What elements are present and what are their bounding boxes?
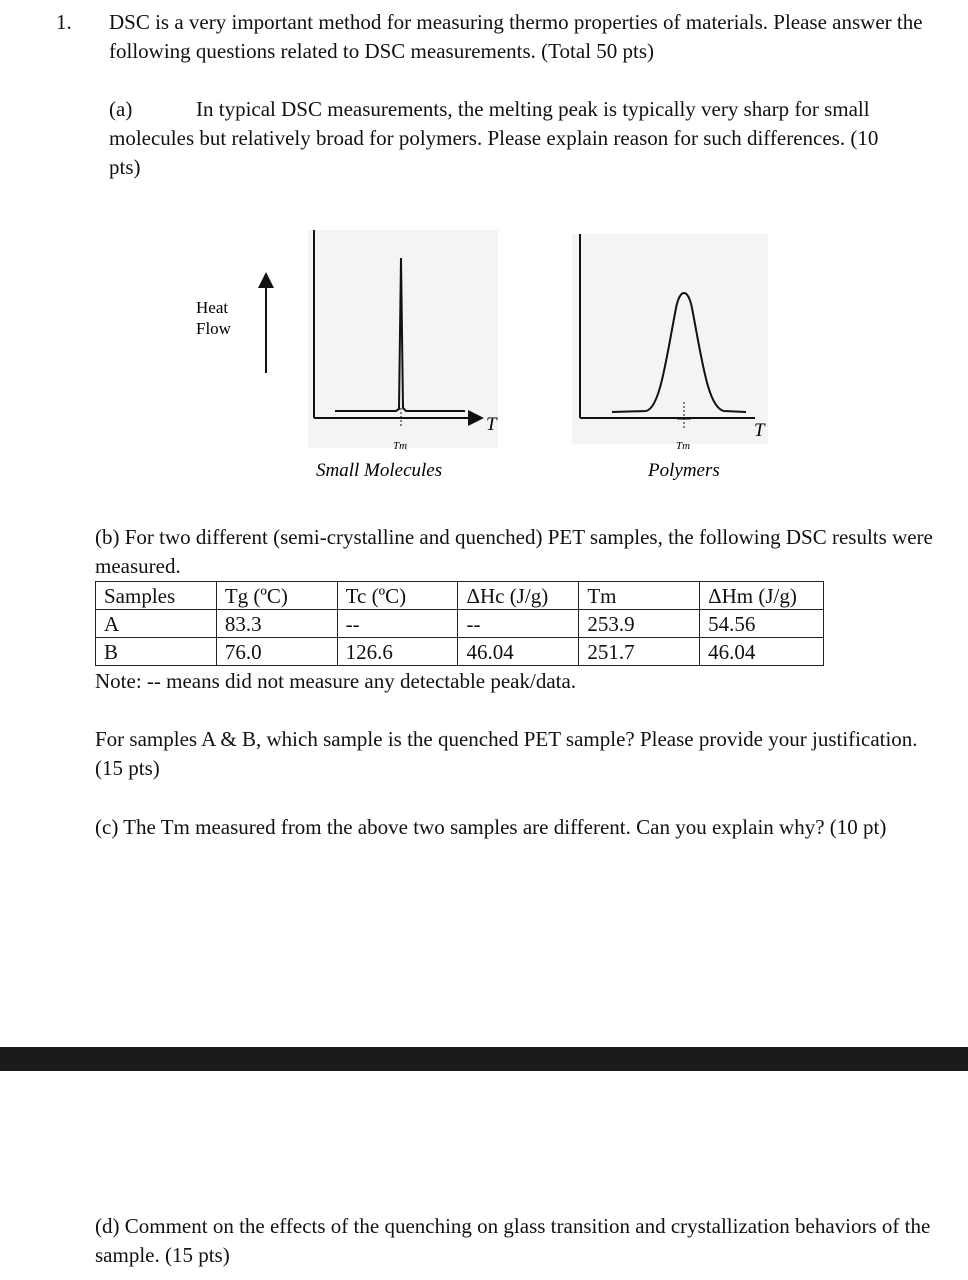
table-cell: 83.3 (216, 610, 337, 638)
heat-flow-label-line1: Heat (196, 298, 229, 317)
heat-flow-label-line2: Flow (196, 319, 231, 338)
part-a (109, 95, 909, 182)
table-row (96, 638, 824, 666)
table-cell: B (96, 638, 217, 666)
table-cell: 46.04 (700, 638, 824, 666)
table-cell: 126.6 (337, 638, 458, 666)
poly-tm-label: Tm (676, 440, 691, 452)
table-cell: 253.9 (579, 610, 700, 638)
table-header: Tm (579, 582, 700, 610)
table-header: ΔHc (J/g) (458, 582, 579, 610)
small-t-axis-label: T (486, 414, 497, 435)
polymers-caption: Polymers (648, 460, 720, 481)
table-header: Tg (ºC) (216, 582, 337, 610)
table-header: Tc (ºC) (337, 582, 458, 610)
dsc-figure (180, 222, 780, 497)
table-cell: 46.04 (458, 638, 579, 666)
table-cell: 251.7 (579, 638, 700, 666)
part-a-text: In typical DSC measurements, the melting peak is typically very sharp for small molecules but relatively broad for polymers. Please explain reason for such differences. (10 pts) (109, 97, 879, 179)
part-c: (c) The Tm measured from the above two samples are different. Can you explain why? (10 pt) (95, 815, 887, 839)
poly-t-axis-label: T (754, 420, 765, 441)
part-a-label: (a) (109, 97, 133, 121)
dsc-curves-figure (180, 222, 780, 492)
table-cell: -- (458, 610, 579, 638)
page-divider-bar (0, 1047, 968, 1071)
question-number: 1. (56, 10, 72, 34)
table-row (96, 610, 824, 638)
part-b-question: For samples A & B, which sample is the quenched PET sample? Please provide your justification. (15 pts) (95, 727, 918, 780)
table-cell: 76.0 (216, 638, 337, 666)
question-intro: DSC is a very important method for measuring thermo properties of materials. Please answer the following questions related to DSC measurements. (Total 50 pts) (109, 10, 923, 63)
table-header: ΔHm (J/g) (700, 582, 824, 610)
table-cell: A (96, 610, 217, 638)
table-cell: -- (337, 610, 458, 638)
table-header-row (96, 582, 824, 610)
part-d: (d) Comment on the effects of the quenching on glass transition and crystallization behaviors of the sample. (15 pts) (95, 1214, 931, 1267)
part-b-intro: (b) For two different (semi-crystalline and quenched) PET samples, the following DSC results were measured. (95, 525, 933, 578)
table-note: Note: -- means did not measure any detectable peak/data. (95, 669, 577, 693)
small-tm-label: Tm (393, 440, 408, 452)
table-header: Samples (96, 582, 217, 610)
table-cell: 54.56 (700, 610, 824, 638)
dsc-results-table (95, 581, 824, 666)
small-molecules-caption: Small Molecules (316, 460, 443, 481)
